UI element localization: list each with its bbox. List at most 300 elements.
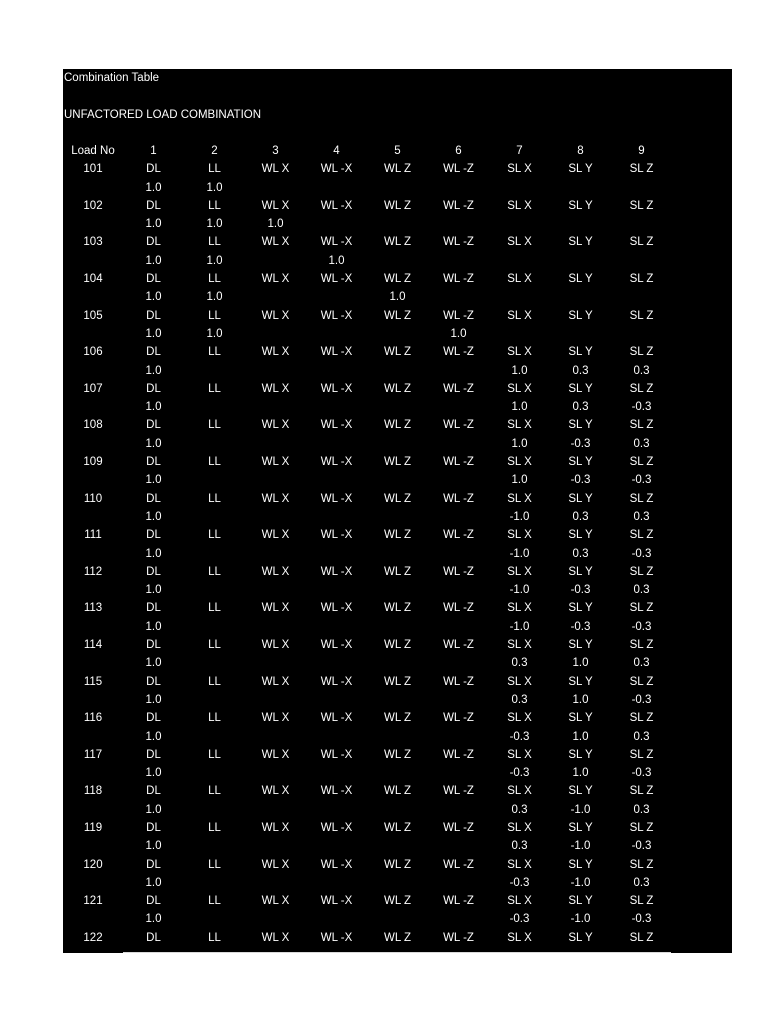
factor-cell [184, 837, 245, 855]
factor-cell: -1.0 [570, 913, 591, 926]
load-case-cell: SL X [507, 748, 532, 761]
load-case-cell: WL -X [320, 236, 353, 249]
load-case-cell: WL -Z [443, 748, 474, 761]
factor-cell [367, 581, 428, 599]
factor-cell [184, 508, 245, 526]
combination-row [63, 343, 672, 361]
factor-cell: -1.0 [509, 547, 530, 560]
factor-cell [428, 581, 489, 599]
load-case-cell: SL Z [629, 639, 654, 652]
factor-cell: 1.0 [145, 401, 162, 414]
factor-cell: -1.0 [509, 584, 530, 597]
factor-row [63, 618, 672, 636]
factor-cell [428, 179, 489, 197]
factor-cell [611, 179, 672, 197]
load-case-cell: WL Z [383, 602, 412, 615]
factor-cell [367, 179, 428, 197]
load-case-cell: WL X [261, 273, 290, 286]
factor-cell: 0.3 [633, 803, 650, 816]
factor-cell: 1.0 [145, 474, 162, 487]
factor-cell [367, 362, 428, 380]
factor-cell [489, 179, 550, 197]
factor-cell: 0.3 [511, 657, 528, 670]
factor-cell [428, 398, 489, 416]
factor-cell [428, 471, 489, 489]
factor-cell: -1.0 [570, 876, 591, 889]
load-case-cell: WL X [261, 748, 290, 761]
factor-cell [184, 910, 245, 928]
load-case-cell: SL Z [629, 821, 654, 834]
factor-cell [428, 252, 489, 270]
load-case-cell: WL -Z [443, 163, 474, 176]
combination-sheet [63, 69, 732, 953]
factor-cell: 1.0 [145, 584, 162, 597]
factor-cell: 1.0 [267, 218, 284, 231]
load-case-cell: LL [208, 456, 221, 469]
load-case-cell: DL [146, 639, 161, 652]
load-case-cell: WL -Z [443, 309, 474, 322]
load-case-cell: LL [208, 895, 221, 908]
combination-row [63, 453, 672, 471]
factor-cell: 1.0 [145, 620, 162, 633]
load-case-cell: SL Y [568, 309, 593, 322]
load-case-cell: DL [146, 858, 161, 871]
factor-cell: 1.0 [206, 254, 223, 267]
load-case-cell: WL Z [383, 821, 412, 834]
load-case-cell: WL -X [320, 199, 353, 212]
load-case-cell: LL [208, 529, 221, 542]
load-case-cell: SL Y [568, 602, 593, 615]
factor-row-spacer [63, 325, 123, 343]
factor-row-spacer [63, 910, 123, 928]
factor-cell [367, 618, 428, 636]
factor-cell [428, 508, 489, 526]
load-case-cell: WL -X [320, 456, 353, 469]
factor-cell [184, 801, 245, 819]
factor-cell: -0.3 [570, 437, 591, 450]
load-no-cell: 112 [83, 565, 103, 578]
factor-cell [611, 215, 672, 233]
combination-row [63, 599, 672, 617]
load-no-cell: 120 [83, 858, 103, 871]
load-case-cell: LL [208, 236, 221, 249]
factor-cell [367, 691, 428, 709]
load-case-cell: LL [208, 639, 221, 652]
load-no-cell: 105 [83, 309, 103, 322]
load-case-cell: DL [146, 565, 161, 578]
factor-row-spacer [63, 215, 123, 233]
load-case-cell: WL X [261, 309, 290, 322]
factor-cell: 1.0 [145, 876, 162, 889]
factor-row [63, 435, 672, 453]
load-case-cell: WL -Z [443, 346, 474, 359]
load-case-cell: WL X [261, 858, 290, 871]
load-case-cell: SL X [507, 236, 532, 249]
load-no-cell: 121 [83, 895, 103, 908]
factor-cell: -0.3 [631, 401, 652, 414]
combination-row [63, 380, 672, 398]
factor-cell: 0.3 [572, 547, 589, 560]
load-case-cell: DL [146, 236, 161, 249]
load-case-cell: SL X [507, 419, 532, 432]
header-cell-7: 7 [516, 145, 523, 157]
load-case-cell: SL Z [629, 456, 654, 469]
combination-row [63, 270, 672, 288]
factor-cell [306, 325, 367, 343]
factor-cell: 0.3 [572, 364, 589, 377]
factor-cell [245, 435, 306, 453]
load-case-cell: WL -Z [443, 529, 474, 542]
load-case-cell: DL [146, 199, 161, 212]
factor-cell: -0.3 [509, 913, 530, 926]
load-case-cell: SL Y [568, 456, 593, 469]
factor-cell [489, 288, 550, 306]
factor-row-spacer [63, 618, 123, 636]
factor-cell: 1.0 [145, 840, 162, 853]
factor-row [63, 874, 672, 892]
combination-row [63, 746, 672, 764]
factor-row [63, 545, 672, 563]
load-case-cell: DL [146, 492, 161, 505]
load-case-cell: WL X [261, 529, 290, 542]
factor-cell: 1.0 [511, 437, 528, 450]
factor-cell: 0.3 [511, 803, 528, 816]
load-case-cell: DL [146, 895, 161, 908]
load-case-cell: SL Z [629, 529, 654, 542]
load-case-cell: WL X [261, 675, 290, 688]
load-case-cell: DL [146, 785, 161, 798]
factor-cell [306, 435, 367, 453]
load-case-cell: LL [208, 931, 221, 944]
factor-cell [245, 508, 306, 526]
factor-cell [306, 618, 367, 636]
header-cell-9: 9 [638, 145, 645, 157]
load-case-cell: WL Z [383, 712, 412, 725]
load-case-cell: SL Y [568, 163, 593, 176]
load-case-cell: DL [146, 456, 161, 469]
factor-cell [245, 728, 306, 746]
factor-cell: 0.3 [633, 364, 650, 377]
load-case-cell: WL Z [383, 492, 412, 505]
factor-cell: 0.3 [511, 693, 528, 706]
factor-cell: 1.0 [206, 181, 223, 194]
load-case-cell: WL -X [320, 602, 353, 615]
factor-row-spacer [63, 471, 123, 489]
header-cell-2: 2 [211, 145, 218, 157]
load-case-cell: SL Y [568, 639, 593, 652]
load-case-cell: SL X [507, 602, 532, 615]
factor-cell: 1.0 [572, 657, 589, 670]
factor-row-spacer [63, 288, 123, 306]
factor-cell [611, 252, 672, 270]
load-case-cell: SL Y [568, 273, 593, 286]
factor-cell [428, 801, 489, 819]
load-case-cell: WL -X [320, 382, 353, 395]
factor-cell: 0.3 [572, 401, 589, 414]
load-case-cell: SL Z [629, 785, 654, 798]
load-no-cell: 103 [83, 236, 103, 249]
factor-cell [306, 545, 367, 563]
load-case-cell: SL Y [568, 821, 593, 834]
factor-cell [367, 435, 428, 453]
factor-cell: -0.3 [509, 730, 530, 743]
factor-cell [367, 910, 428, 928]
factor-row [63, 691, 672, 709]
load-case-cell: SL Y [568, 785, 593, 798]
load-no-cell: 111 [84, 529, 102, 542]
factor-cell [306, 764, 367, 782]
load-case-cell: WL -Z [443, 492, 474, 505]
load-case-cell: SL X [507, 639, 532, 652]
load-case-cell: WL X [261, 492, 290, 505]
load-case-cell: WL -Z [443, 419, 474, 432]
factor-row-spacer [63, 398, 123, 416]
load-case-cell: SL Y [568, 675, 593, 688]
factor-row-spacer [63, 435, 123, 453]
load-case-cell: WL Z [383, 419, 412, 432]
load-no-cell: 118 [83, 785, 103, 798]
factor-cell [428, 874, 489, 892]
load-case-cell: WL -Z [443, 858, 474, 871]
load-case-cell: WL -Z [443, 639, 474, 652]
factor-row-spacer [63, 362, 123, 380]
load-case-cell: WL X [261, 602, 290, 615]
factor-cell [184, 618, 245, 636]
factor-cell: 1.0 [145, 291, 162, 304]
combination-row [63, 563, 672, 581]
factor-cell: 1.0 [511, 401, 528, 414]
load-case-cell: DL [146, 163, 161, 176]
load-case-cell: SL Y [568, 858, 593, 871]
load-case-cell: WL -X [320, 639, 353, 652]
load-case-cell: SL Y [568, 529, 593, 542]
factor-cell: -0.3 [509, 876, 530, 889]
factor-cell [550, 179, 611, 197]
load-case-cell: SL Y [568, 346, 593, 359]
load-case-cell: WL -X [320, 492, 353, 505]
factor-cell [245, 801, 306, 819]
header-cell-3: 3 [272, 145, 279, 157]
load-case-cell: WL Z [383, 309, 412, 322]
load-case-cell: SL Z [629, 858, 654, 871]
load-case-cell: WL Z [383, 858, 412, 871]
header-cell-5: 5 [394, 145, 401, 157]
load-case-cell: WL -X [320, 309, 353, 322]
load-case-cell: LL [208, 565, 221, 578]
load-case-cell: SL Z [629, 492, 654, 505]
factor-cell [245, 362, 306, 380]
load-no-cell: 122 [83, 931, 103, 944]
combination-row [63, 782, 672, 800]
factor-row [63, 764, 672, 782]
load-case-cell: SL X [507, 529, 532, 542]
factor-cell [245, 252, 306, 270]
load-case-cell: SL X [507, 492, 532, 505]
load-case-cell: SL Z [629, 748, 654, 761]
load-case-cell: WL -X [320, 163, 353, 176]
combination-row [63, 416, 672, 434]
factor-cell: 1.0 [145, 181, 162, 194]
load-no-cell: 107 [83, 382, 103, 395]
sheet-title: Combination Table [64, 72, 160, 84]
factor-cell [306, 801, 367, 819]
factor-cell [245, 874, 306, 892]
load-case-cell: SL X [507, 346, 532, 359]
header-cell-load-no: Load No [71, 145, 115, 157]
factor-cell: 1.0 [572, 767, 589, 780]
load-case-cell: DL [146, 309, 161, 322]
load-case-cell: DL [146, 382, 161, 395]
load-case-cell: DL [146, 346, 161, 359]
factor-cell [428, 910, 489, 928]
factor-cell: -1.0 [509, 510, 530, 523]
factor-cell [306, 508, 367, 526]
factor-row [63, 471, 672, 489]
factor-cell: 1.0 [511, 474, 528, 487]
factor-cell: 1.0 [145, 254, 162, 267]
load-case-cell: SL X [507, 821, 532, 834]
factor-cell: 0.3 [572, 510, 589, 523]
factor-cell: 1.0 [145, 547, 162, 560]
factor-cell [367, 215, 428, 233]
factor-cell [367, 728, 428, 746]
factor-cell: 1.0 [450, 327, 467, 340]
load-case-cell: SL Z [629, 236, 654, 249]
factor-row-spacer [63, 801, 123, 819]
load-case-cell: SL X [507, 675, 532, 688]
factor-row [63, 837, 672, 855]
factor-cell: 1.0 [511, 364, 528, 377]
load-case-cell: WL -Z [443, 382, 474, 395]
load-case-cell: WL -Z [443, 199, 474, 212]
factor-cell: 0.3 [633, 584, 650, 597]
load-case-cell: WL -X [320, 748, 353, 761]
load-case-cell: SL Z [629, 565, 654, 578]
factor-cell [428, 362, 489, 380]
load-case-cell: LL [208, 821, 221, 834]
factor-row [63, 215, 672, 233]
load-case-cell: DL [146, 748, 161, 761]
factor-cell [245, 837, 306, 855]
load-case-cell: SL Y [568, 748, 593, 761]
load-case-cell: DL [146, 931, 161, 944]
load-case-cell: WL Z [383, 236, 412, 249]
combination-row [63, 307, 672, 325]
combination-row [63, 929, 672, 947]
factor-row-spacer [63, 728, 123, 746]
factor-cell [184, 581, 245, 599]
factor-row-spacer [63, 691, 123, 709]
factor-cell [245, 325, 306, 343]
load-no-cell: 109 [83, 456, 103, 469]
load-case-cell: WL -X [320, 895, 353, 908]
factor-cell [550, 215, 611, 233]
load-case-cell: WL Z [383, 529, 412, 542]
factor-row-spacer [63, 179, 123, 197]
load-case-cell: LL [208, 712, 221, 725]
combination-row [63, 636, 672, 654]
load-case-cell: WL Z [383, 346, 412, 359]
load-case-cell: WL Z [383, 199, 412, 212]
factor-row [63, 288, 672, 306]
load-case-cell: WL X [261, 639, 290, 652]
table-bottom-border [123, 952, 671, 953]
factor-cell [245, 288, 306, 306]
factor-cell [428, 837, 489, 855]
load-case-cell: SL Y [568, 382, 593, 395]
factor-cell: 0.3 [633, 876, 650, 889]
combination-row [63, 709, 672, 727]
load-case-cell: WL X [261, 163, 290, 176]
factor-cell [306, 654, 367, 672]
load-no-cell: 104 [83, 273, 103, 286]
factor-cell [367, 398, 428, 416]
load-case-cell: WL -X [320, 419, 353, 432]
load-case-cell: SL X [507, 456, 532, 469]
load-case-cell: WL -Z [443, 602, 474, 615]
factor-cell [306, 215, 367, 233]
load-no-cell: 102 [83, 199, 103, 212]
load-case-cell: WL -X [320, 821, 353, 834]
load-case-cell: LL [208, 785, 221, 798]
load-case-cell: WL Z [383, 456, 412, 469]
load-case-cell: SL Z [629, 346, 654, 359]
factor-cell: 0.3 [633, 657, 650, 670]
load-case-cell: WL -Z [443, 931, 474, 944]
factor-cell: 1.0 [145, 364, 162, 377]
load-case-cell: WL X [261, 419, 290, 432]
factor-cell [428, 764, 489, 782]
load-case-cell: WL X [261, 565, 290, 578]
load-case-cell: WL -Z [443, 565, 474, 578]
factor-cell: 0.3 [511, 840, 528, 853]
load-case-cell: LL [208, 602, 221, 615]
factor-cell [245, 691, 306, 709]
factor-cell [245, 581, 306, 599]
factor-row [63, 654, 672, 672]
factor-row-spacer [63, 764, 123, 782]
factor-row [63, 508, 672, 526]
factor-cell [245, 654, 306, 672]
factor-cell: -0.3 [631, 547, 652, 560]
factor-cell [184, 874, 245, 892]
factor-row [63, 325, 672, 343]
load-case-cell: SL Y [568, 492, 593, 505]
load-no-cell: 114 [83, 639, 103, 652]
load-case-cell: SL Z [629, 675, 654, 688]
factor-cell [367, 801, 428, 819]
factor-cell: -1.0 [570, 840, 591, 853]
factor-cell: 1.0 [572, 693, 589, 706]
factor-cell [184, 435, 245, 453]
load-case-cell: WL -X [320, 273, 353, 286]
factor-cell [367, 545, 428, 563]
factor-cell [428, 654, 489, 672]
factor-row [63, 398, 672, 416]
load-case-cell: SL Y [568, 565, 593, 578]
load-case-cell: WL -Z [443, 712, 474, 725]
load-no-cell: 113 [83, 602, 103, 615]
load-case-cell: WL -X [320, 565, 353, 578]
load-case-cell: DL [146, 821, 161, 834]
load-case-cell: WL X [261, 382, 290, 395]
factor-row [63, 728, 672, 746]
factor-cell: -1.0 [509, 620, 530, 633]
load-case-cell: SL Z [629, 602, 654, 615]
factor-cell [306, 910, 367, 928]
load-case-cell: SL Y [568, 236, 593, 249]
factor-cell [367, 252, 428, 270]
